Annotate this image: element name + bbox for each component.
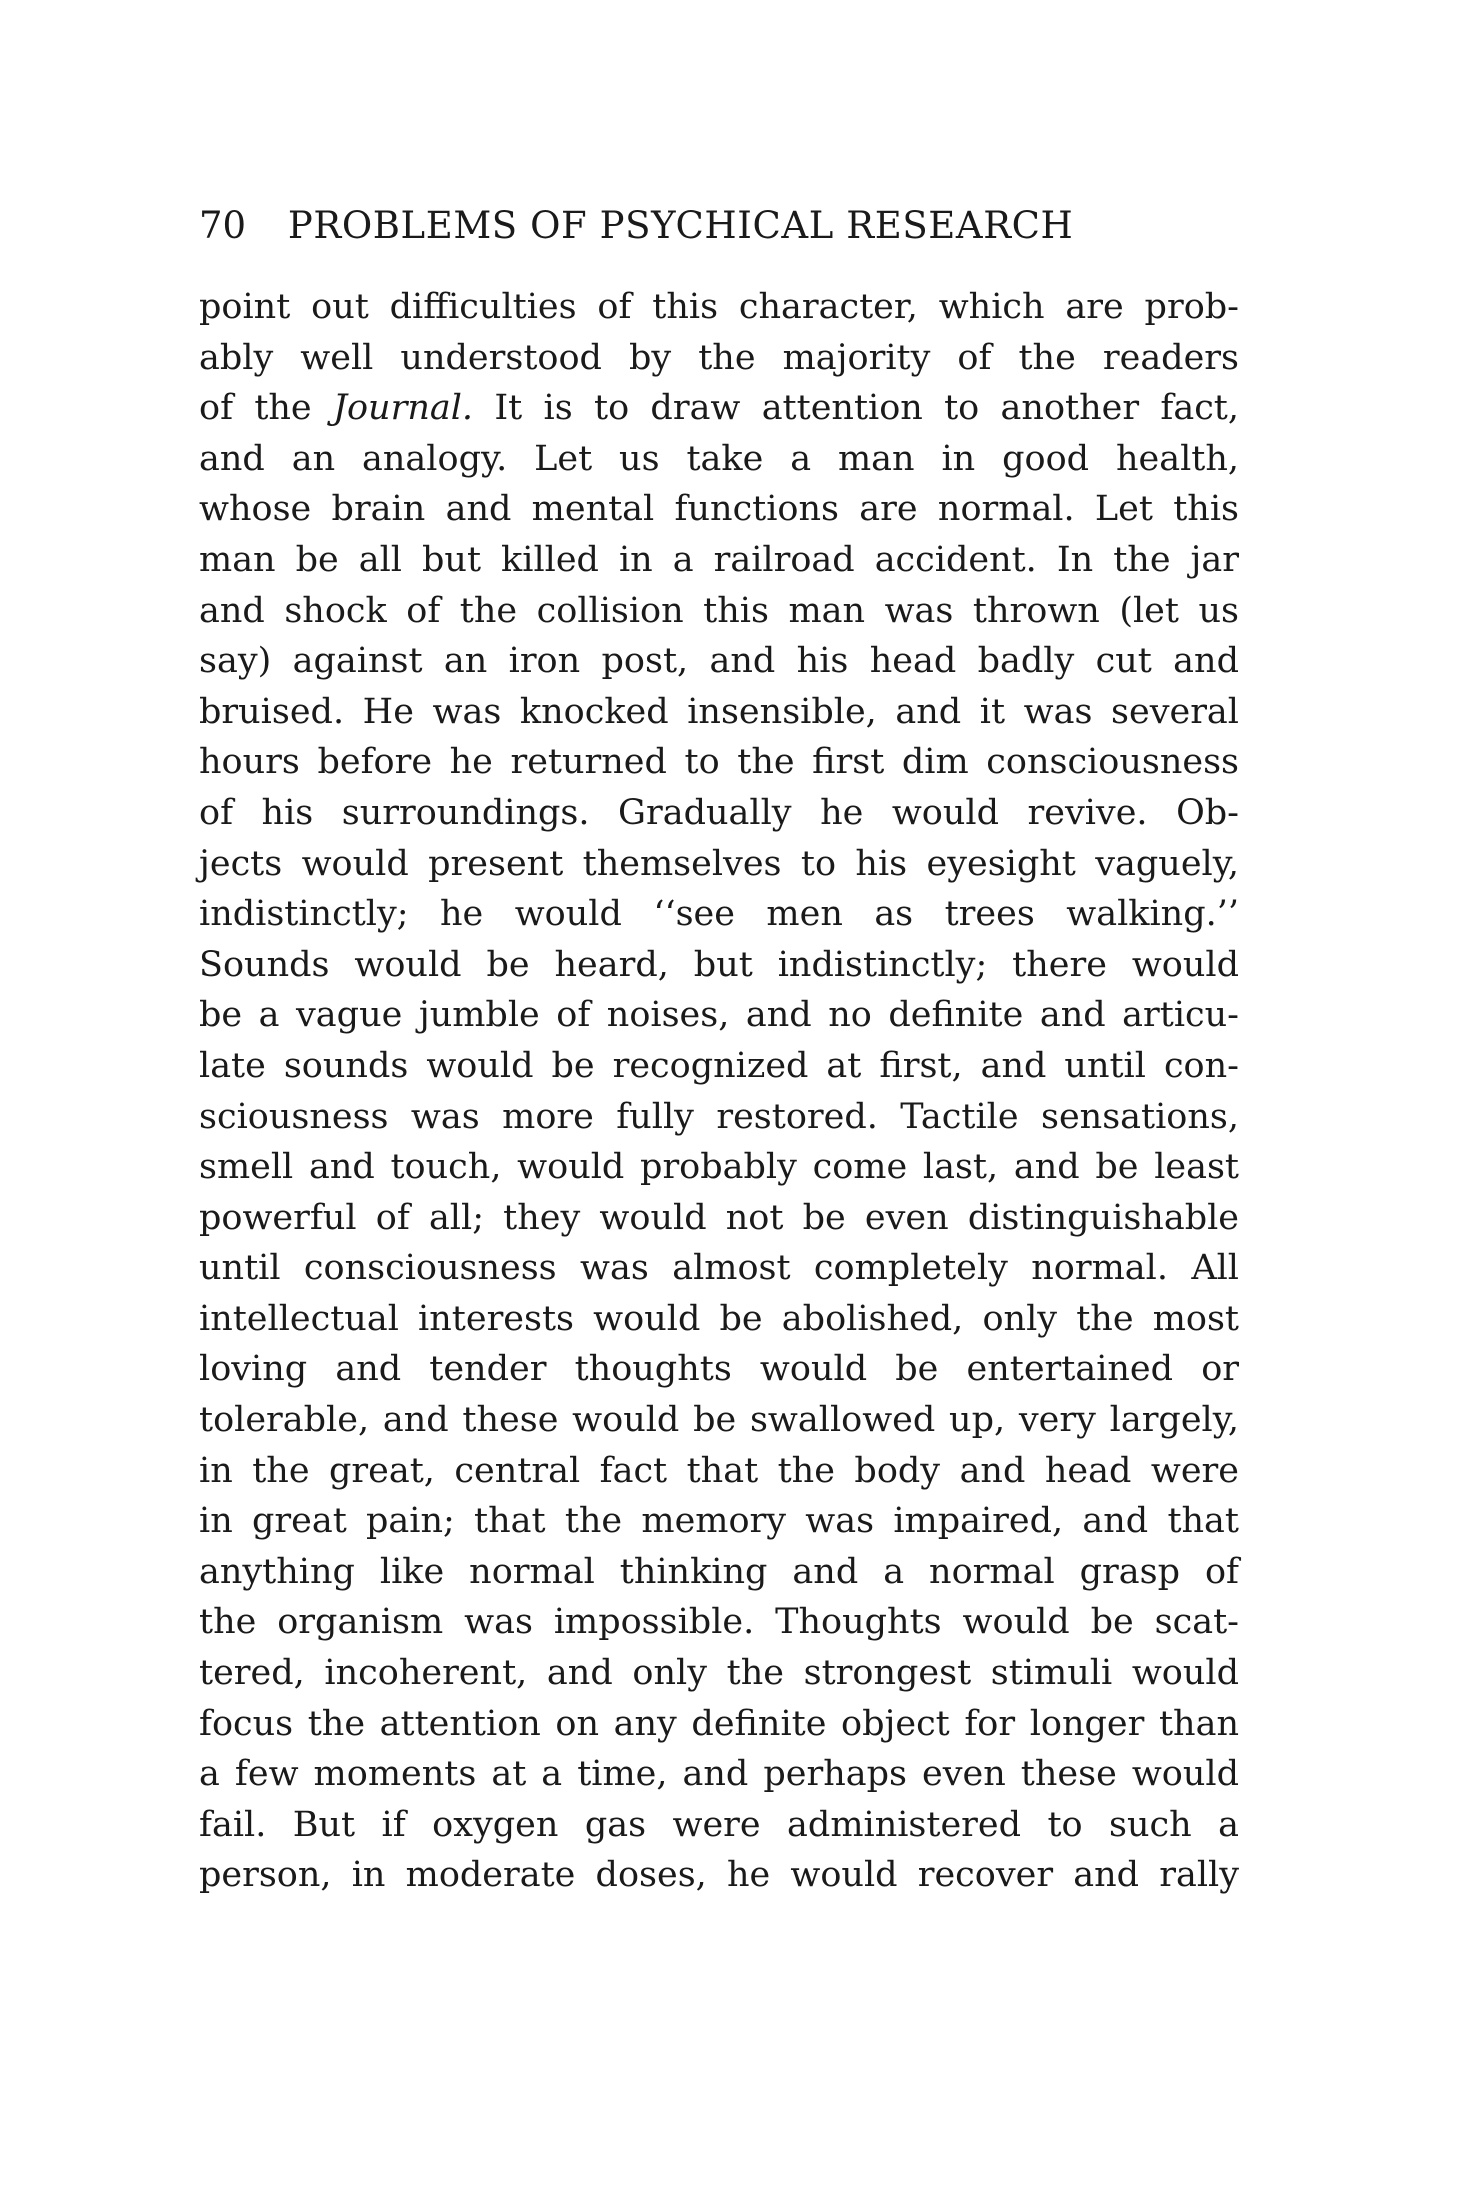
text-line: the organism was impossible. Thoughts would be scat- xyxy=(199,1602,1239,1643)
journal-italic: Journal. xyxy=(332,388,474,429)
text-line: sciousness was more fully restored. Tactile sensations, xyxy=(199,1096,1239,1137)
text-line: powerful of all; they would not be even distinguishable xyxy=(199,1197,1239,1238)
text-line: ably well understood by the majority of the readers xyxy=(199,337,1239,378)
text-line: person, in moderate doses, he would recover and rally xyxy=(199,1855,1239,1896)
text-line: until consciousness was almost completely normal. All xyxy=(199,1248,1239,1289)
text-line: and an analogy. Let us take a man in good health, xyxy=(199,438,1239,479)
text-line: late sounds would be recognized at first, and until con- xyxy=(199,1045,1239,1086)
text-line: indistinctly; he would ‘‘see men as trees walking.’’ xyxy=(199,894,1239,935)
running-head xyxy=(199,198,1237,254)
text-line: loving and tender thoughts would be entertained or xyxy=(199,1349,1239,1390)
text-line: hours before he returned to the first dim consciousness xyxy=(199,742,1239,783)
text-line: intellectual interests would be abolished, only the most xyxy=(199,1298,1239,1339)
text-line: jects would present themselves to his eyesight vaguely, xyxy=(199,843,1239,884)
text-line: say) against an iron post, and his head badly cut and xyxy=(199,641,1239,682)
running-title: PROBLEMS OF PSYCHICAL RESEARCH xyxy=(287,204,1074,247)
text-segment: of the xyxy=(199,388,333,429)
text-line: anything like normal thinking and a normal grasp of xyxy=(199,1551,1239,1592)
text-line: in the great, central fact that the body and head were xyxy=(199,1450,1239,1491)
body-paragraph xyxy=(199,282,1239,1901)
text-line: of his surroundings. Gradually he would revive. Ob- xyxy=(199,792,1239,833)
text-line-with-italic xyxy=(199,383,1239,434)
text-line: point out difficulties of this character, which are prob- xyxy=(199,287,1239,327)
text-line: and shock of the collision this man was thrown (let us xyxy=(199,590,1239,631)
text-segment: It is to draw attention to another fact, xyxy=(473,388,1239,429)
text-line: man be all but killed in a railroad accident. In the jar xyxy=(199,539,1239,580)
text-line: fail. But if oxygen gas were administered to such a xyxy=(199,1804,1239,1845)
text-line: tered, incoherent, and only the strongest stimuli would xyxy=(199,1653,1239,1694)
text-line: be a vague jumble of noises, and no definite and articu- xyxy=(199,995,1239,1036)
text-line: smell and touch, would probably come last, and be least xyxy=(199,1147,1239,1188)
text-line: a few moments at a time, and perhaps even these would xyxy=(199,1754,1239,1795)
text-line: Sounds would be heard, but indistinctly; there would xyxy=(199,944,1239,985)
text-line: tolerable, and these would be swallowed up, very largely, xyxy=(199,1400,1239,1441)
page-number: 70 xyxy=(199,204,247,247)
text-line: focus the attention on any definite object for longer than xyxy=(199,1703,1239,1744)
text-line: whose brain and mental functions are normal. Let this xyxy=(199,489,1239,530)
text-line: in great pain; that the memory was impaired, and that xyxy=(199,1501,1239,1542)
text-line: bruised. He was knocked insensible, and it was several xyxy=(199,691,1239,732)
